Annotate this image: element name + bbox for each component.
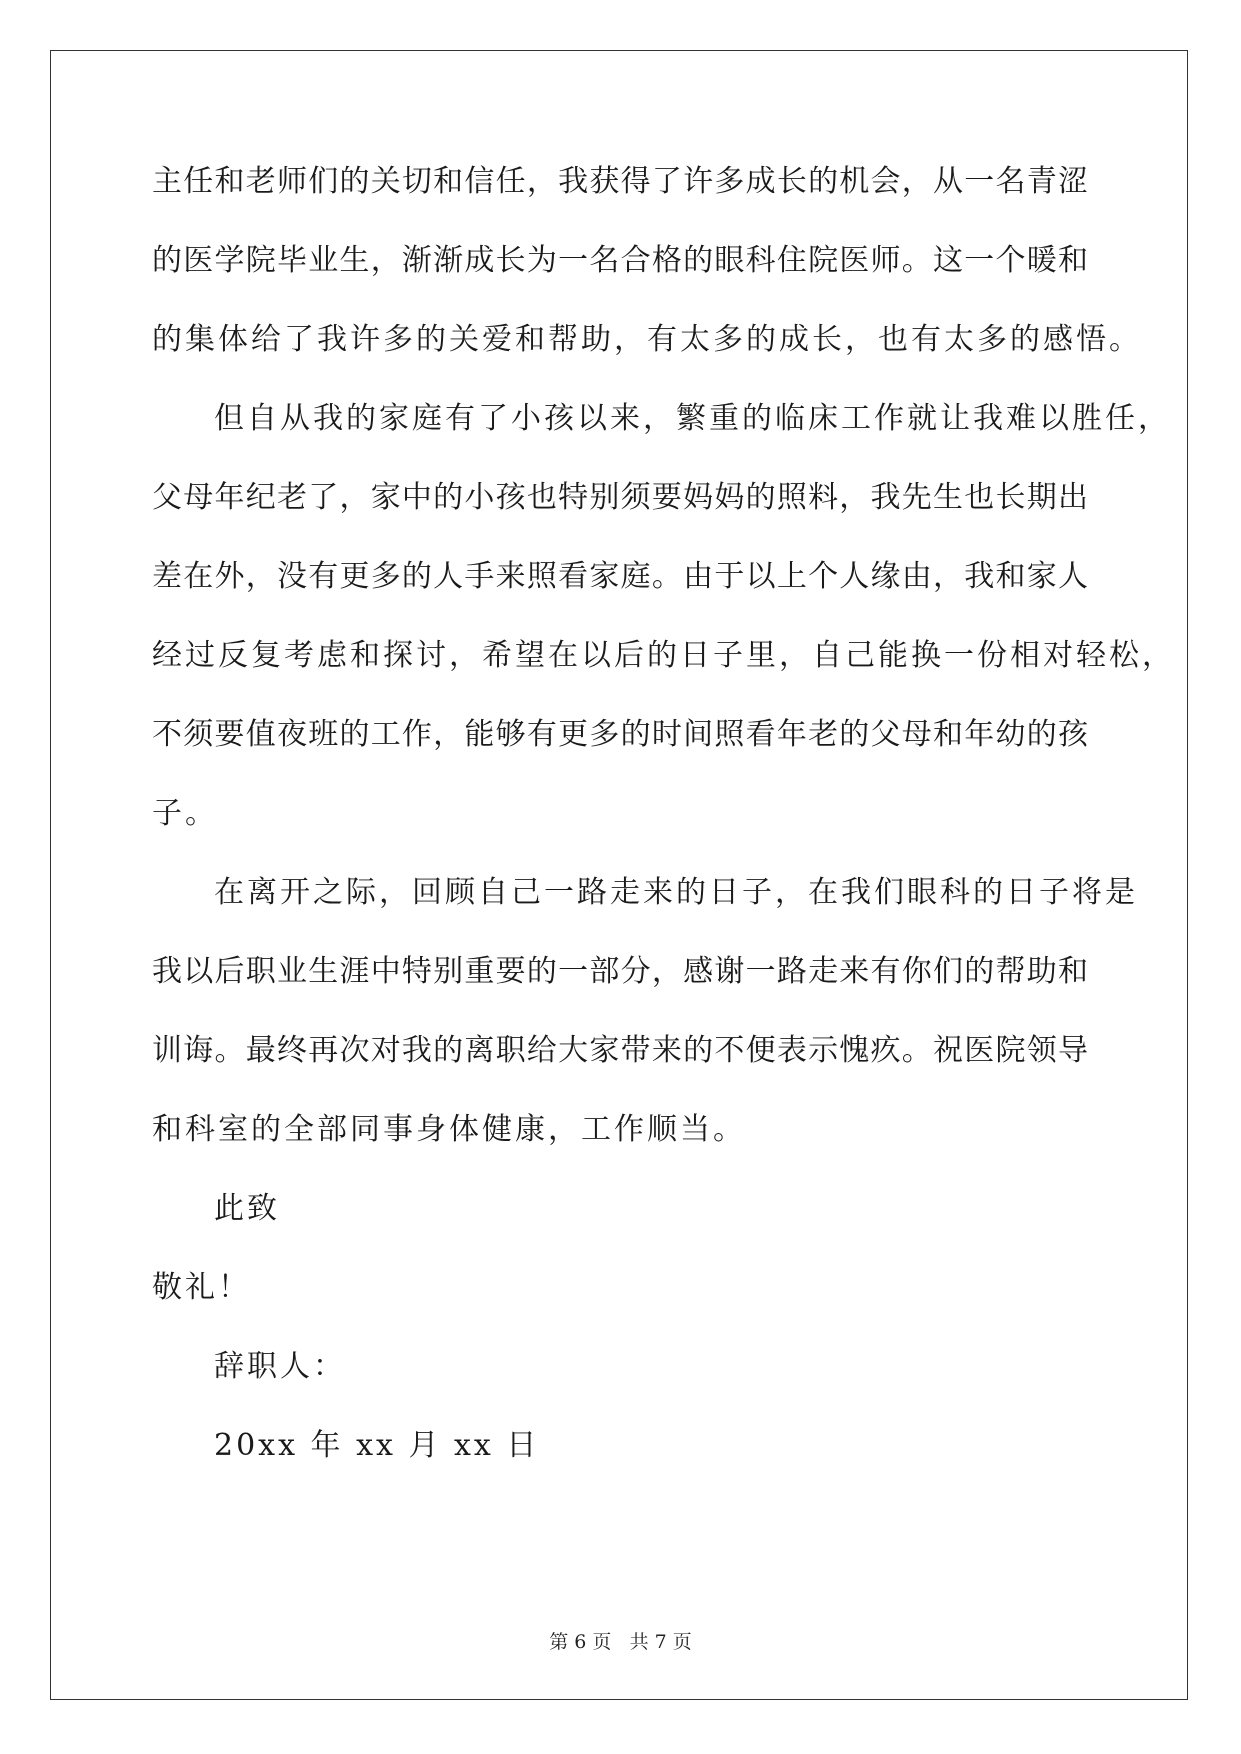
paragraph-line: 我以后职业生涯中特别重要的一部分，感谢一路走来有你们的帮助和 xyxy=(152,954,1088,989)
letter-body xyxy=(152,163,1175,1506)
paragraph-line: 差在外，没有更多的人手来照看家庭。由于以上个人缘由，我和家人 xyxy=(152,559,1088,594)
paragraph-line: 和科室的全部同事身体健康，工作顺当。 xyxy=(152,1112,746,1147)
paragraph-line: 主任和老师们的关切和信任，我获得了许多成长的机会，从一名青涩 xyxy=(152,164,1088,199)
paragraph-line: 但自从我的家庭有了小孩以来，繁重的临床工作就让我难以胜任， xyxy=(214,401,1171,436)
closing-regards: 敬礼！ xyxy=(152,1270,251,1305)
paragraph-line: 在离开之际，回顾自己一路走来的日子，在我们眼科的日子将是 xyxy=(214,875,1138,910)
closing-salutation: 此致 xyxy=(214,1191,280,1226)
paragraph-line: 训诲。最终再次对我的离职给大家带来的不便表示愧疚。祝医院领导 xyxy=(152,1033,1088,1068)
paragraph-line: 的集体给了我许多的关爱和帮助，有太多的成长，也有太多的感悟。 xyxy=(152,322,1142,357)
signature-label: 辞职人： xyxy=(214,1349,346,1384)
paragraph-line: 子。 xyxy=(152,796,218,831)
page-footer xyxy=(0,1627,1241,1654)
page-number: 第 6 页 xyxy=(549,1631,612,1653)
date-line: 20xx 年 xx 月 xx 日 xyxy=(214,1428,540,1463)
paragraph-line: 的医学院毕业生，渐渐成长为一名合格的眼科住院医师。这一个暖和 xyxy=(152,243,1088,278)
paragraph-line: 不须要值夜班的工作，能够有更多的时间照看年老的父母和年幼的孩 xyxy=(152,717,1088,752)
paragraph-line: 父母年纪老了，家中的小孩也特别须要妈妈的照料，我先生也长期出 xyxy=(152,480,1088,515)
page-total: 共 7 页 xyxy=(629,1631,692,1653)
paragraph-line: 经过反复考虑和探讨，希望在以后的日子里，自己能换一份相对轻松， xyxy=(152,638,1175,673)
